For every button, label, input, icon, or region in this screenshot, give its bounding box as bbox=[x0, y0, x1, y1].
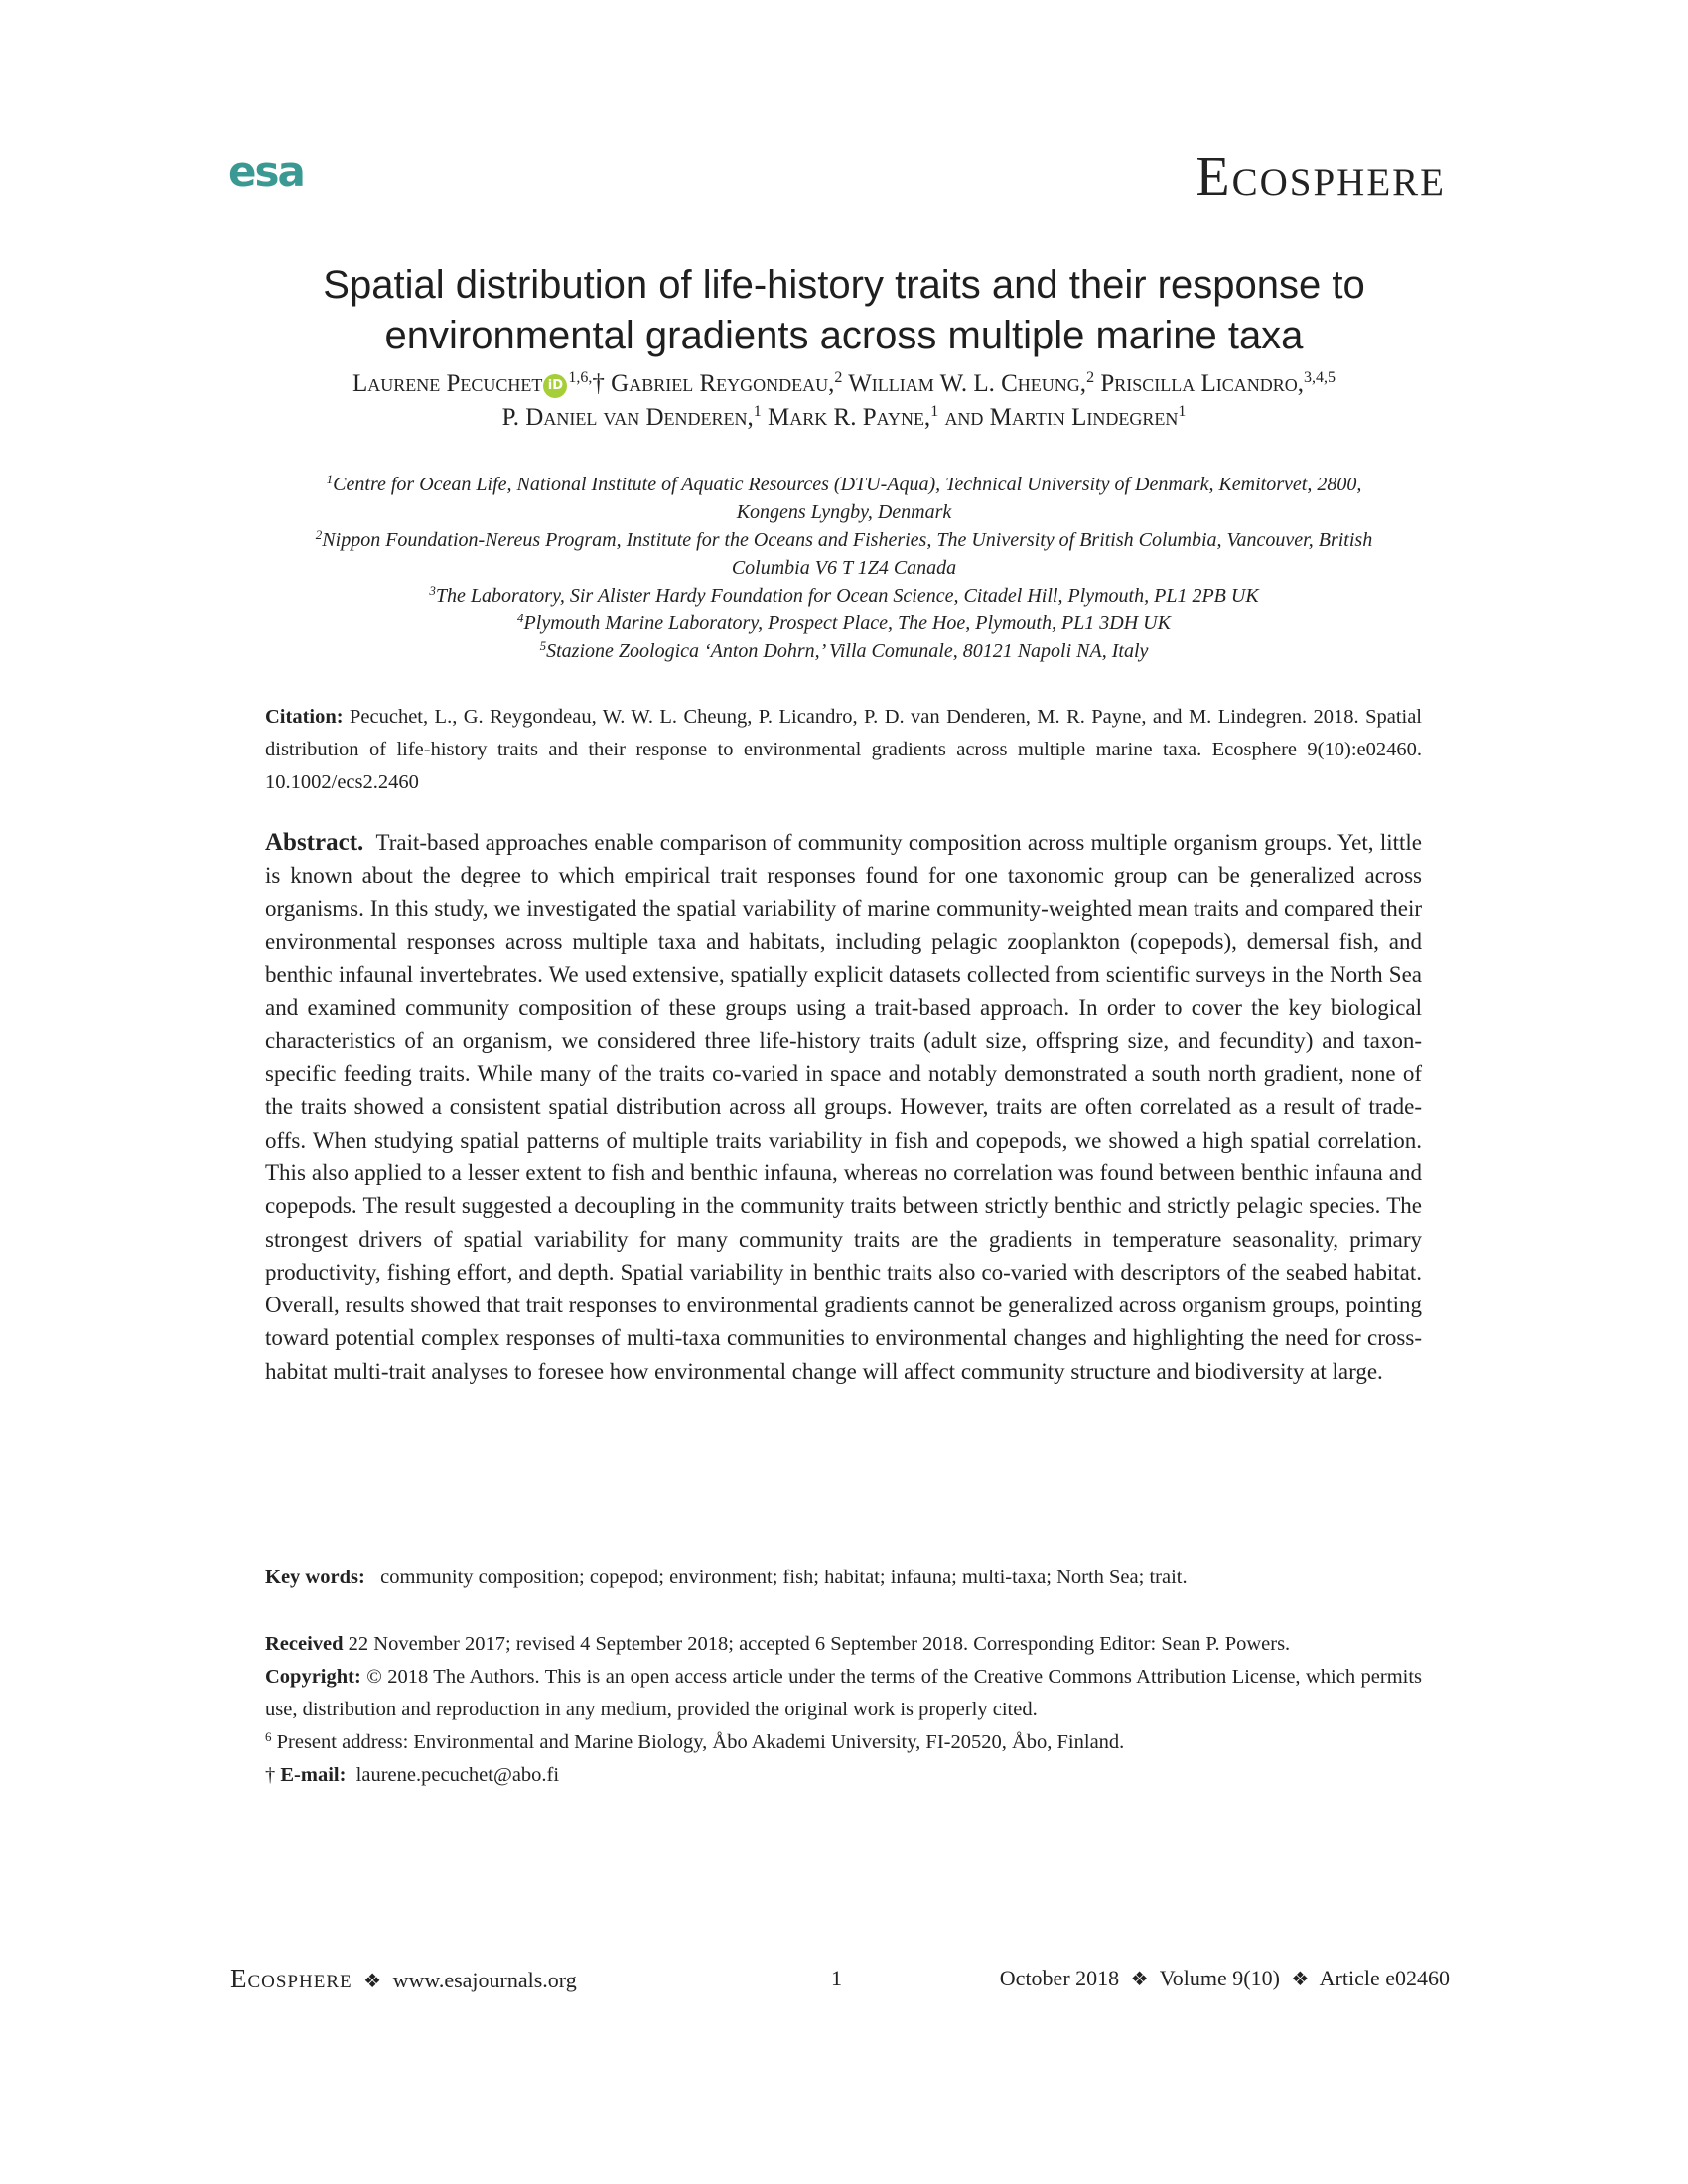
affiliation-item bbox=[228, 610, 1460, 637]
abstract bbox=[265, 826, 1422, 1388]
author-line-1 bbox=[199, 367, 1489, 401]
corresponding-author-mark: † bbox=[592, 370, 605, 397]
email-address[interactable]: laurene.pecuchet@abo.fi bbox=[355, 1764, 560, 1786]
affiliation-number: 3 bbox=[429, 583, 436, 598]
author-name: Gabriel Reygondeau, bbox=[611, 370, 835, 397]
affiliation-text: Nippon Foundation-Nereus Program, Institute for the Oceans and Fisheries, The University of British Columbia, Vancouver, British bbox=[322, 529, 1373, 551]
keywords-text: community composition; copepod; environment; fish; habitat; infauna; multi-taxa; North Sea; trait. bbox=[380, 1567, 1188, 1588]
footer-right bbox=[1000, 1962, 1450, 1996]
affiliation-number: 4 bbox=[517, 611, 524, 625]
author-name: P. Daniel van Denderen, bbox=[501, 404, 754, 431]
copyright-text: © 2018 The Authors. This is an open access article under the terms of the Creative Commons Attribution License, which permits use, distribution and reproduction in any medium, provided the original work is properly cited. bbox=[265, 1666, 1423, 1720]
author-name: William W. L. Cheung, bbox=[848, 370, 1087, 397]
separator-icon: ❖ bbox=[1130, 1969, 1149, 1990]
journal-name: Ecosphere bbox=[1196, 146, 1446, 207]
affiliation-item bbox=[228, 471, 1460, 498]
author-name: and Martin Lindegren bbox=[944, 404, 1179, 431]
email-label: E-mail: bbox=[280, 1764, 347, 1786]
affiliation-number: 1 bbox=[326, 472, 334, 486]
affiliation-item bbox=[228, 526, 1460, 554]
affiliation-text: The Laboratory, Sir Alister Hardy Foundation for Ocean Science, Citadel Hill, Plymouth, PL1 2PB UK bbox=[435, 585, 1259, 607]
copyright-label: Copyright: bbox=[265, 1666, 361, 1688]
author-name: Priscilla Licandro, bbox=[1100, 370, 1304, 397]
affiliation-item bbox=[228, 637, 1460, 665]
author-name: Mark R. Payne, bbox=[768, 404, 931, 431]
footer-website-link[interactable]: www.esajournals.org bbox=[392, 1968, 577, 1992]
author-affil-sup: 2 bbox=[1086, 369, 1095, 386]
footer-journal-name: Ecosphere bbox=[230, 1964, 352, 1993]
affiliation-text: Centre for Ocean Life, National Institute of Aquatic Resources (DTU-Aqua), Technical University of Denmark, Kemitorvet, 2800, bbox=[333, 474, 1362, 495]
present-address-note bbox=[265, 1726, 1422, 1759]
page-number: 1 bbox=[831, 1966, 842, 1990]
present-address-text: Present address: Environmental and Marine Biology, Åbo Akademi University, FI-20520, Åbo, Finland. bbox=[276, 1731, 1125, 1753]
author-name: Laurene Pecuchet bbox=[352, 370, 543, 397]
affiliation-number: 5 bbox=[539, 638, 547, 653]
footer-date: October 2018 bbox=[999, 1966, 1120, 1990]
citation-label: Citation: bbox=[265, 706, 344, 728]
author-list bbox=[199, 367, 1489, 435]
footer-left bbox=[230, 1962, 577, 1998]
author-affil-sup: 3,4,5 bbox=[1304, 369, 1336, 386]
affiliation-number: 2 bbox=[315, 527, 323, 542]
author-affil-sup: 1 bbox=[1178, 403, 1187, 420]
affiliations bbox=[228, 471, 1460, 665]
keywords-label: Key words: bbox=[265, 1567, 365, 1588]
orcid-icon[interactable]: iD bbox=[543, 374, 567, 398]
affiliation-continuation: Kongens Lyngby, Denmark bbox=[736, 501, 952, 523]
author-line-2 bbox=[199, 401, 1489, 435]
abstract-label: Abstract. bbox=[265, 829, 364, 856]
received-note bbox=[265, 1628, 1422, 1661]
article-title bbox=[199, 260, 1489, 361]
keywords bbox=[265, 1563, 1422, 1592]
received-text: 22 November 2017; revised 4 September 2018; accepted 6 September 2018. Corresponding Editor: Sean P. Powers. bbox=[348, 1633, 1291, 1655]
footnote-number: 6 bbox=[265, 1729, 272, 1744]
citation-text: Pecuchet, L., G. Reygondeau, W. W. L. Cheung, P. Licandro, P. D. van Denderen, M. R. Payne, and M. Lindegren. 2018. Spatial distribution of life-history traits and their response to environmental gradients across multiple marine taxa. Ecosphere 9(10):e02460. 10.1002/ecs2.2460 bbox=[265, 706, 1423, 793]
email-note bbox=[265, 1759, 1422, 1792]
affiliation-item bbox=[228, 582, 1460, 610]
article-notes bbox=[265, 1628, 1422, 1792]
affiliation-text: Stazione Zoologica ‘Anton Dohrn,’ Villa Comunale, 80121 Napoli NA, Italy bbox=[546, 640, 1149, 662]
citation bbox=[265, 701, 1422, 799]
abstract-text: Trait-based approaches enable comparison of community composition across multiple organism groups. Yet, little is known about the degree to which empirical trait responses found for one taxonomic group can be generalized across organisms. In this study, we investigated the spatial variability of marine community-weighted mean traits and compared their environmental responses across multiple taxa and habitats, including pelagic zooplankton (copepods), demersal fish, and benthic infaunal invertebrates. We used extensive, spatially explicit datasets collected from scientific surveys in the North Sea and examined community composition of these groups using a trait-based approach. In order to cover the key biological characteristics of an organism, we considered three life-history traits (adult size, offspring size, and fecundity) and taxon-specific feeding traits. While many of the traits co-varied in space and notably demonstrated a south north gradient, none of the traits showed a consistent spatial distribution across all groups. However, traits are often correlated as a result of trade-offs. When studying spatial patterns of multiple traits variability in fish and copepods, we showed a high spatial correlation. This also applied to a lesser extent to fish and benthic infauna, whereas no correlation was found between benthic infauna and copepods. The result suggested a decoupling in the community traits between strictly benthic and strictly pelagic species. The strongest drivers of spatial variability for many community traits are the gradients in temperature seasonality, primary productivity, fishing effort, and depth. Spatial variability in benthic traits also co-varied with descriptors of the seabed habitat. Overall, results showed that trait responses to environmental gradients cannot be generalized across organism groups, pointing toward potential complex responses of multi-taxa communities to environmental changes and highlighting the need for cross-habitat multi-trait analyses to foresee how environmental change will affect community structure and biodiversity at large. bbox=[265, 830, 1422, 1384]
separator-icon: ❖ bbox=[1291, 1969, 1310, 1990]
esa-logo: esa bbox=[228, 147, 304, 196]
author-affil-sup: 1 bbox=[930, 403, 939, 420]
page-footer bbox=[230, 1962, 1450, 1995]
footer-article-id: Article e02460 bbox=[1319, 1966, 1450, 1990]
title-line-2: environmental gradients across multiple marine taxa bbox=[384, 314, 1304, 357]
author-affil-sup: 1 bbox=[753, 403, 762, 420]
copyright-note bbox=[265, 1661, 1422, 1726]
affiliation-text: Plymouth Marine Laboratory, Prospect Place, The Hoe, Plymouth, PL1 3DH UK bbox=[523, 613, 1171, 634]
received-label: Received bbox=[265, 1633, 344, 1655]
dagger-mark: † bbox=[265, 1764, 276, 1786]
title-line-1: Spatial distribution of life-history traits and their response to bbox=[323, 263, 1365, 307]
author-affil-sup: 1,6, bbox=[568, 369, 593, 386]
author-affil-sup: 2 bbox=[834, 369, 843, 386]
footer-volume: Volume 9(10) bbox=[1159, 1966, 1280, 1990]
affiliation-continuation: Columbia V6 T 1Z4 Canada bbox=[731, 557, 957, 579]
separator-icon: ❖ bbox=[363, 1971, 382, 1992]
